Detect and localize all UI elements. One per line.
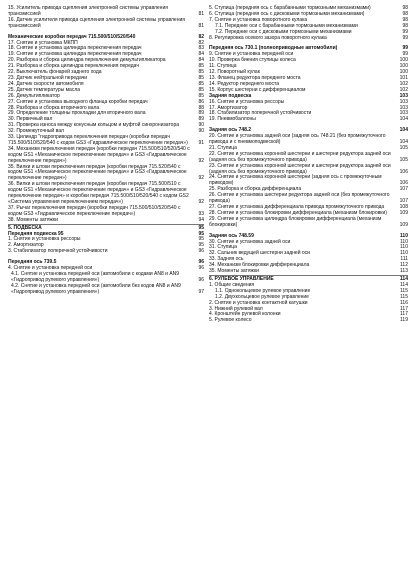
toc-entry-title: 28. Снятие и установка блокировки дифференциала (механизм блокировки)	[209, 209, 387, 216]
toc-page-number: 81	[198, 22, 204, 29]
toc-page-number: 110	[400, 244, 408, 251]
toc-page-number: 96	[198, 276, 204, 283]
toc-entry-title: Передняя ось 730.1 (полноприводные автомобили)	[209, 45, 338, 52]
toc-page-number: 102	[399, 86, 408, 93]
toc-entry-title: 23. Датчик нейтральной передачи	[8, 74, 88, 81]
toc-page-number: 107	[399, 198, 408, 205]
toc-entry-title: 36. Вилки и штоки переключения передач (коробки передач 715.500/510 с кодом GS1 «Механическое переключение передач» и GS3 «Гидравлическое переключение передач» и коробки передач 715.500/510/520/540 с кодом GS2 «Система управления переключением передач»)	[8, 181, 189, 205]
toc-page-number: 99	[402, 51, 408, 58]
toc-entry-title: 2. Амортизатор	[8, 242, 44, 249]
toc-page-number: 85	[198, 74, 204, 81]
toc-page-number: 98	[402, 16, 408, 23]
toc-entry-title: Задняя ось 748.2	[209, 127, 252, 134]
toc-page-number: 96	[198, 259, 204, 266]
toc-entry-title: 7.1. Передние оси с барабанными тормозными механизмами	[215, 22, 358, 29]
toc-page-number: 90	[198, 122, 204, 129]
toc-page-number: 98	[402, 5, 408, 11]
toc-page-number: 96	[198, 248, 204, 255]
toc-page-number: 97	[198, 288, 204, 295]
toc-entry-title: 26. Демультипликатор	[8, 92, 60, 99]
toc-page-number: 104	[399, 116, 408, 123]
toc-entry[interactable]	[8, 284, 204, 296]
toc-entry-title: 19. Снятие и установка цилиндра переключения передач	[8, 51, 142, 58]
toc-entry-title: 2. Снятие и установка контактной катушки	[209, 299, 308, 306]
toc-entry-title: 17. Амортизатор	[209, 104, 248, 111]
toc-page-number: 103	[399, 110, 408, 117]
toc-page-number: 95	[198, 230, 204, 237]
toc-entry-title: 28. Разборка и сборка вторичного вала	[8, 104, 100, 111]
toc-entry-title: 15. Корпус шестерни с дифференциалом	[209, 86, 306, 93]
toc-entry-title: 6. Ступица (передняя ось с дисковыми тормозными механизмами)	[209, 10, 365, 17]
toc-entry-title: 20. Разборка и сборка цилиндра переключения демультипликатора	[8, 57, 166, 64]
toc-entry-title: 16. Датчик усилителя привода сцепления электронной системы управления трансмиссией	[8, 16, 185, 29]
toc-page-number: 101	[399, 74, 408, 81]
toc-page-number: 98	[402, 22, 408, 29]
toc-page-number: 117	[400, 305, 408, 312]
toc-entry-title: 17. Снятие и установка МКПП	[8, 39, 78, 46]
toc-entry-title: 16. Снятие и установка рессоры	[209, 98, 285, 105]
toc-entry[interactable]	[209, 152, 408, 164]
toc-entry-title: 21. Ступица	[209, 144, 237, 151]
toc-entry-title: 3. Нижний рулевой вал	[209, 305, 263, 312]
toc-entry[interactable]	[8, 147, 204, 165]
toc-entry-title: 35. Вилки и штоки переключения передач (коробки передач 715.520/540 с кодом GS1 «Механическое переключение передач» и GS3 «Гидравлическое переключение передач»)	[8, 163, 187, 182]
toc-page-number: 106	[399, 180, 408, 187]
toc-entry-title: 20. Снятие и установка задней оси (задняя ось 748.21 (без промежуточного привода и с пневмоподвеской)	[209, 133, 386, 146]
toc-entry-title: 1.2. Двухкольцевое рулевое управление	[215, 293, 309, 300]
toc-entry-title: 38. Моменты затяжки	[8, 216, 58, 223]
toc-page-number: 95	[198, 236, 204, 243]
toc-page-number: 91	[198, 139, 204, 146]
toc-entry-title: 21. Разборка и сборка цилиндра переключения передач	[8, 63, 139, 70]
toc-entry-title: 27. Снятие и установка дифференциала привода промежуточного привода	[209, 204, 385, 210]
toc-page-number: 89	[198, 110, 204, 117]
toc-page-number: 92	[198, 175, 204, 182]
toc-entry-title: 4. Снятие и установка передней оси	[8, 265, 93, 272]
toc-entry-title: 5. Рулевое колесо	[209, 317, 252, 324]
toc-page-number: 89	[198, 116, 204, 123]
toc-entry-title: 18. Стабилизатор поперечной устойчивости	[209, 110, 312, 117]
toc-page-number: 99	[402, 28, 408, 35]
toc-entry-title: 29. Определение толщины прокладки для вторичного вала	[8, 110, 146, 117]
toc-entry[interactable]	[8, 249, 204, 255]
toc-page-number: 81	[198, 10, 204, 17]
toc-page-number: 85	[198, 92, 204, 99]
toc-entry-title: 9. Снятие и установка передней оси	[209, 51, 294, 58]
toc-entry-title: 5. ПОДВЕСКА	[8, 224, 42, 231]
toc-entry-title: 31. Ступица	[209, 244, 237, 251]
toc-entry-title: 13. Фланец редуктора переднего моста	[209, 74, 301, 81]
toc-entry-title: 11. Ступица	[209, 63, 237, 70]
toc-page-number: 99	[402, 34, 408, 41]
toc-entry[interactable]	[209, 318, 408, 324]
toc-entry-title: 19. Пневмобаллоны	[209, 116, 256, 123]
toc-entry[interactable]	[209, 117, 408, 123]
toc-page-number: 82	[198, 39, 204, 46]
toc-entry-title: 34. Механизм блокировки дифференциала	[209, 262, 310, 269]
toc-entry[interactable]	[209, 36, 408, 42]
toc-entry-title: 14. Редуктор переднего моста	[209, 80, 279, 87]
toc-page-number: 109	[399, 209, 408, 216]
toc-page-number: 111	[400, 256, 408, 263]
toc-entry-title: 8. Регулировка осевого зазора поворотного кулака	[209, 34, 327, 41]
toc-page-number: 85	[198, 86, 204, 93]
toc-entry-title: 4.2. Снятие и установка передней оси (автомобили без кодов AN8 и AN9 «Гидропривод рулевого управления»)	[11, 282, 181, 295]
toc-page-number: 113	[400, 268, 408, 275]
toc-page-number: 119	[400, 317, 408, 324]
toc-entry[interactable]	[8, 272, 204, 284]
toc-page-number: 114	[399, 275, 408, 282]
toc-entry-title: 29. Снятие и установка цилиндра блокировки дифференциала (механизм блокировки)	[209, 215, 382, 228]
toc-page-number: 116	[400, 299, 408, 306]
toc-entry-title: 25. Разборка и сборка дифференциала	[209, 186, 302, 193]
toc-page-number: 85	[198, 80, 204, 87]
toc-entry-title: 4. Кронштейн рулевой колонки	[209, 311, 281, 318]
toc-entry-title: 25. Датчик температуры масла	[8, 86, 81, 93]
toc-page-number: 110	[399, 232, 408, 239]
toc-page-number: 100	[399, 63, 408, 70]
toc-page-number: 104	[399, 139, 408, 146]
toc-page-number: 106	[399, 168, 408, 175]
toc-page-number: 103	[399, 104, 408, 111]
toc-entry[interactable]	[209, 269, 408, 275]
toc-entry-title: 23. Снятие и установка коронной шестерни и шестерни редуктора задней оси (задняя ось без промежуточного привода)	[209, 162, 391, 175]
toc-entry-title: Механические коробки передач 715.500/510/520/540	[8, 33, 136, 40]
toc-entry-title: Передняя подвеска 95	[8, 230, 64, 237]
toc-page-number: 95	[198, 242, 204, 249]
toc-entry-title: 18. Снятие и установка цилиндра переключения передач	[8, 45, 142, 52]
toc-entry-title: Задняя ось 748.59	[209, 232, 254, 239]
toc-entry-title: 1. Снятие и установка рессоры	[8, 236, 81, 243]
toc-entry-title: 30. Снятие и установка задней оси	[209, 238, 291, 245]
toc-entry[interactable]	[8, 206, 204, 218]
toc-page-number: 95	[198, 224, 204, 231]
toc-page-number: 103	[399, 92, 408, 99]
toc-page-number: 102	[399, 80, 408, 87]
toc-entry-title: 10. Проверка биения ступицы колеса	[209, 57, 296, 64]
toc-page-number: 105	[399, 156, 408, 163]
toc-page-number: 105	[399, 144, 408, 151]
toc-page-number: 114	[400, 281, 408, 288]
toc-page-number: 85	[198, 69, 204, 76]
toc-page-number: 109	[399, 221, 408, 228]
toc-page-number: 115	[400, 293, 408, 300]
toc-entry-title: 6. РУЛЕВОЕ УПРАВЛЕНИЕ	[209, 275, 274, 282]
toc-entry-title: 1.1. Однокольцевое рулевое управление	[215, 287, 311, 294]
toc-entry-title: 33. Задняя ось	[209, 256, 244, 263]
toc-page-number: 90	[198, 128, 204, 135]
toc-page-number: 88	[198, 104, 204, 111]
toc-entry-title: 15. Усилитель привода сцепления электронной системы управления трансмиссией	[8, 5, 168, 17]
toc-page-number: 112	[400, 262, 408, 269]
toc-page-number: 96	[198, 265, 204, 272]
toc-page-number: 85	[198, 63, 204, 70]
toc-entry-title: 24. Датчик скорости автомобиля	[8, 80, 84, 87]
toc-entry-title: 32. Сальник ведущей шестерни задней оси	[209, 250, 310, 257]
toc-page-number: 104	[399, 127, 408, 134]
toc-page-number: 92	[198, 199, 204, 205]
toc-column-left	[8, 6, 204, 296]
toc-column-right	[209, 6, 408, 324]
toc-page-number: 103	[399, 98, 408, 105]
toc-page-number: 107	[399, 186, 408, 193]
toc-entry-title: 3. Стабилизатор поперечной устойчивости	[8, 248, 108, 255]
toc-page-number: 83	[198, 45, 204, 52]
toc-page-number: 115	[400, 287, 408, 294]
toc-page-number: 93	[198, 210, 204, 217]
toc-entry-title: 4.1. Снятие и установка передней оси (автомобили с кодами AN8 и AN9 «Гидропривод рулевого управления»)	[11, 270, 180, 283]
toc-entry-title: 7. Снятие и установка поворотного кулака	[209, 16, 308, 23]
toc-page-number: 117	[400, 311, 408, 318]
toc-entry-title: 35. Моменты затяжки	[209, 268, 259, 275]
toc-entry[interactable]	[8, 18, 204, 30]
toc-entry-title: Передняя ось 739.5	[8, 259, 57, 266]
toc-entry-title: Задняя подвеска	[209, 92, 252, 99]
toc-entry[interactable]	[209, 217, 408, 229]
toc-page-number: 99	[402, 45, 408, 52]
toc-page-number: 108	[399, 204, 408, 210]
toc-entry-title: 27. Снятие и установка выходного фланца коробки передач	[8, 98, 148, 105]
toc-page-number: 86	[198, 98, 204, 105]
toc-entry-title: 12. Поворотный кулак	[209, 69, 260, 76]
toc-entry-title: 26. Снятие и установка шестерни редуктора задней оси (без промежуточного привода)	[209, 192, 390, 205]
toc-page-number: 84	[198, 51, 204, 58]
toc-page-number: 94	[198, 216, 204, 223]
toc-entry-title: 1. Общие сведения	[209, 281, 255, 288]
toc-entry-title: 24. Снятие и установка коронной шестерни (задняя ось с промежуточным приводом)	[209, 174, 382, 187]
toc-entry-title: 30. Первичный вал	[8, 116, 53, 123]
toc-entry-title: 22. Снятие и установка коронной шестерни и шестерни редуктора задней оси (задняя ось без промежуточного привода)	[209, 150, 391, 163]
toc-entry-title: 7.2. Передние оси с дисковыми тормозными механизмами	[215, 28, 352, 35]
toc-page-number: 110	[400, 250, 408, 257]
toc-entry-title: 32. Промежуточный вал	[8, 128, 64, 135]
toc-entry[interactable]	[209, 134, 408, 146]
toc-page-number: 98	[402, 10, 408, 17]
toc-entry-title: 37. Рычаг переключения передач (коробки передач 715.500/510/520/540 с кодом GS3 «Гидравлическое переключение передач»)	[8, 204, 181, 217]
toc-entry-title: 5. Ступица (передняя ось с барабанными тормозными механизмами)	[209, 5, 371, 11]
toc-entry-title: 33. Цилиндр "гидропривода переключения передач (коробки передач 715.500/510/520/540 с кодом GS3 «Гидравлическое переключение передач»)	[8, 134, 188, 146]
toc-entry[interactable]	[8, 182, 204, 206]
toc-entry[interactable]	[8, 218, 204, 224]
toc-entry-title: 34. Механизм переключения передач (коробки передач 715.500/510/520/540 с кодом GS1 «Механическое переключение передач» и GS3 «Гидравлическое переключение передач»)	[8, 145, 190, 164]
toc-entry-title: 31. Проверка износа между конусным кольцом и муфтой синхронизатора	[8, 122, 180, 129]
toc-page-number: 100	[399, 57, 408, 64]
toc-page-number: 92	[198, 157, 204, 164]
toc-page-number: 110	[400, 238, 408, 245]
toc-page-number: 82	[198, 33, 204, 40]
toc-entry-title: 22. Выключатель фонарей заднего хода	[8, 69, 102, 76]
toc-page-number: 100	[399, 69, 408, 76]
toc-entry[interactable]	[8, 165, 204, 183]
toc-page-number: 84	[198, 57, 204, 64]
